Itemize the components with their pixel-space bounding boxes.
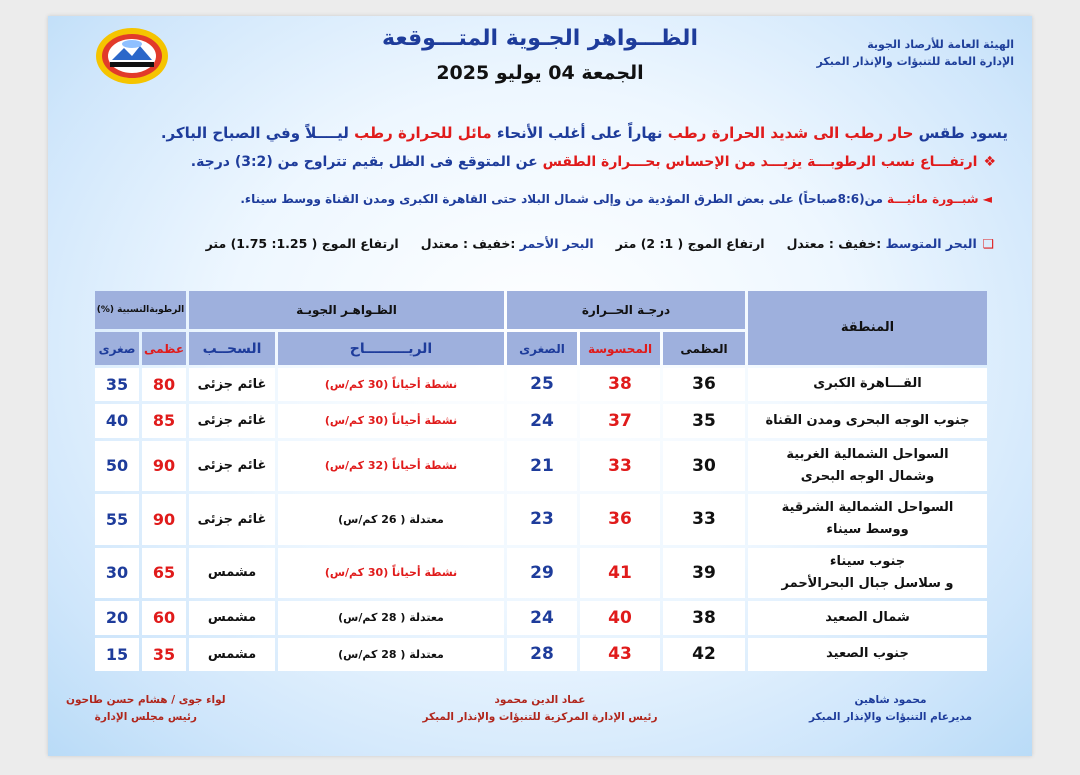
temp-min: 28 bbox=[507, 638, 577, 671]
cloud: مشمس bbox=[189, 548, 275, 599]
region-name: القـــاهرة الكبرى bbox=[748, 368, 987, 401]
summary-highlight: ارتفـــاع نسب الرطوبـــة bbox=[802, 154, 978, 170]
header-humidity-max: عظمى bbox=[142, 332, 186, 364]
temp-max: 33 bbox=[663, 494, 745, 545]
wind: معتدلة ( 26 كم/س) bbox=[278, 494, 504, 545]
header-humidity: الرطوبةالنسبية (%) bbox=[95, 291, 186, 329]
temp-feel: 37 bbox=[580, 404, 660, 437]
temp-min: 29 bbox=[507, 548, 577, 599]
wind: معتدلة ( 28 كم/س) bbox=[278, 638, 504, 671]
red-sea-wave: ارتفاع الموج ( 1.25: 1.75) متر bbox=[205, 236, 399, 251]
temp-max: 30 bbox=[663, 441, 745, 492]
header-temperature: درجـة الحــرارة bbox=[507, 291, 745, 329]
wind: نشطة أحياناً (30 كم/س) bbox=[278, 548, 504, 599]
header-humidity-min: صغرى bbox=[95, 332, 139, 364]
org-line-1: الهيئة العامة للأرصاد الجوية bbox=[867, 38, 1014, 51]
header-phenomena: الظـواهـر الجويـة bbox=[189, 291, 504, 329]
temp-min: 23 bbox=[507, 494, 577, 545]
table-row bbox=[95, 494, 987, 545]
humidity-min: 20 bbox=[95, 601, 139, 634]
region-name: شمال الصعيد bbox=[748, 601, 987, 634]
humidity-min: 35 bbox=[95, 368, 139, 401]
cloud: غائم جزئى bbox=[189, 494, 275, 545]
humidity-min: 15 bbox=[95, 638, 139, 671]
humidity-min: 50 bbox=[95, 441, 139, 492]
temp-min: 24 bbox=[507, 601, 577, 634]
cloud: غائم جزئى bbox=[189, 441, 275, 492]
summary-text: عن المتوقع فى الظل بقيم تتراوح من (3:2) درجة. bbox=[190, 154, 538, 170]
cloud: غائم جزئى bbox=[189, 404, 275, 437]
humidity-max: 90 bbox=[142, 441, 186, 492]
header-region: المنطقة bbox=[748, 291, 987, 365]
temp-max: 42 bbox=[663, 638, 745, 671]
temp-feel: 38 bbox=[580, 368, 660, 401]
med-sea-label: البحر المتوسط bbox=[881, 236, 977, 251]
humidity-min: 30 bbox=[95, 548, 139, 599]
cloud: مشمس bbox=[189, 601, 275, 634]
org-line-2: الإدارة العامة للتنبؤات والإنذار المبكر bbox=[816, 55, 1014, 68]
wind: نشطة أحياناً (32 كم/س) bbox=[278, 441, 504, 492]
fog-label: شبــورة مائيـــة bbox=[882, 192, 979, 206]
region-name: السواحل الشمالية الشرقية ووسط سيناء bbox=[748, 494, 987, 545]
temp-feel: 33 bbox=[580, 441, 660, 492]
summary-text: نهاراً على أغلب الأنحاء bbox=[491, 124, 663, 142]
region-name: جنوب الوجه البحرى ومدن القناة bbox=[748, 404, 987, 437]
signature-title: مديرعام التنبؤات والإنذار المبكر bbox=[808, 711, 972, 723]
temp-max: 39 bbox=[663, 548, 745, 599]
table-row bbox=[95, 404, 987, 437]
signature-title: رئيس مجلس الإدارة bbox=[94, 711, 197, 723]
humidity-max: 90 bbox=[142, 494, 186, 545]
temp-feel: 36 bbox=[580, 494, 660, 545]
humidity-max: 60 bbox=[142, 601, 186, 634]
wind: نشطة أحياناً (30 كم/س) bbox=[278, 404, 504, 437]
sea-state bbox=[206, 236, 994, 251]
page-title: الظـــواهر الجـوية المتـــوقعة bbox=[381, 26, 698, 51]
table-row bbox=[95, 601, 987, 634]
temp-max: 36 bbox=[663, 368, 745, 401]
region-name: السواحل الشمالية الغربية وشمال الوجه البحرى bbox=[748, 441, 987, 492]
forecast-date: الجمعة 04 يوليو 2025 bbox=[436, 62, 644, 84]
table-row bbox=[95, 548, 987, 599]
temp-feel: 40 bbox=[580, 601, 660, 634]
temp-min: 21 bbox=[507, 441, 577, 492]
header-wind: الريـــــــــاح bbox=[278, 332, 504, 364]
summary-highlight: مائل للحرارة رطب bbox=[348, 124, 492, 142]
signature-name: محمود شاهين bbox=[854, 694, 927, 706]
summary-text: يسود طقس bbox=[913, 124, 1008, 142]
med-sea-value: :خفيف : معتدل bbox=[786, 236, 882, 251]
summary-line-3 bbox=[240, 192, 992, 206]
square-bullet-icon: ❑ bbox=[982, 236, 994, 251]
table-row bbox=[95, 441, 987, 492]
diamond-bullet-icon: ❖ bbox=[983, 154, 996, 170]
cloud: غائم جزئى bbox=[189, 368, 275, 401]
med-sea-wave: ارتفاع الموج ( 1: 2) متر bbox=[615, 236, 765, 251]
temp-feel: 41 bbox=[580, 548, 660, 599]
temp-min: 25 bbox=[507, 368, 577, 401]
signature-title: رئيس الإدارة المركزية للتنبؤات والإنذار المبكر bbox=[422, 711, 658, 723]
wind: معتدلة ( 28 كم/س) bbox=[278, 601, 504, 634]
summary-highlight: يزيـــد من الإحساس بحـــرارة الطقس bbox=[537, 154, 803, 170]
red-sea-value: :خفيف : معتدل bbox=[420, 236, 516, 251]
fog-text: من(8:6صباحاً) على بعض الطرق المؤدية من وإلى شمال البلاد حتى القاهرة الكبرى ومدن القناة ووسط سيناء. bbox=[240, 192, 883, 206]
header-feel: المحسوسة bbox=[580, 332, 660, 364]
summary-text: ليــــلاً وفي الصباح الباكر. bbox=[160, 124, 349, 142]
humidity-min: 40 bbox=[95, 404, 139, 437]
header-min: الصغرى bbox=[507, 332, 577, 364]
temp-max: 35 bbox=[663, 404, 745, 437]
red-sea-label: البحر الأحمر bbox=[515, 236, 594, 251]
forecast-table bbox=[92, 288, 990, 674]
region-name: جنوب سيناء و سلاسل جبال البحرالأحمر bbox=[748, 548, 987, 599]
temp-min: 24 bbox=[507, 404, 577, 437]
summary-highlight: حار رطب الى شديد الحرارة رطب bbox=[662, 124, 914, 142]
humidity-max: 35 bbox=[142, 638, 186, 671]
signature-name: لواء جوى / هشام حسن طاحون bbox=[66, 694, 226, 706]
wind: نشطة أحياناً (30 كم/س) bbox=[278, 368, 504, 401]
header-max: العظمى bbox=[663, 332, 745, 364]
summary-line-1 bbox=[161, 124, 1008, 142]
temp-max: 38 bbox=[663, 601, 745, 634]
summary-line-2 bbox=[191, 154, 996, 170]
temp-feel: 43 bbox=[580, 638, 660, 671]
signature-name: عماد الدين محمود bbox=[494, 694, 586, 706]
forecast-card bbox=[48, 16, 1032, 756]
signature-chairman bbox=[66, 692, 226, 726]
humidity-min: 55 bbox=[95, 494, 139, 545]
cloud: مشمس bbox=[189, 638, 275, 671]
table-row bbox=[95, 368, 987, 401]
humidity-max: 65 bbox=[142, 548, 186, 599]
region-name: جنوب الصعيد bbox=[748, 638, 987, 671]
table-row bbox=[95, 638, 987, 671]
humidity-max: 85 bbox=[142, 404, 186, 437]
humidity-max: 80 bbox=[142, 368, 186, 401]
header-cloud: السحــب bbox=[189, 332, 275, 364]
arrow-bullet-icon: ◄ bbox=[982, 192, 992, 206]
